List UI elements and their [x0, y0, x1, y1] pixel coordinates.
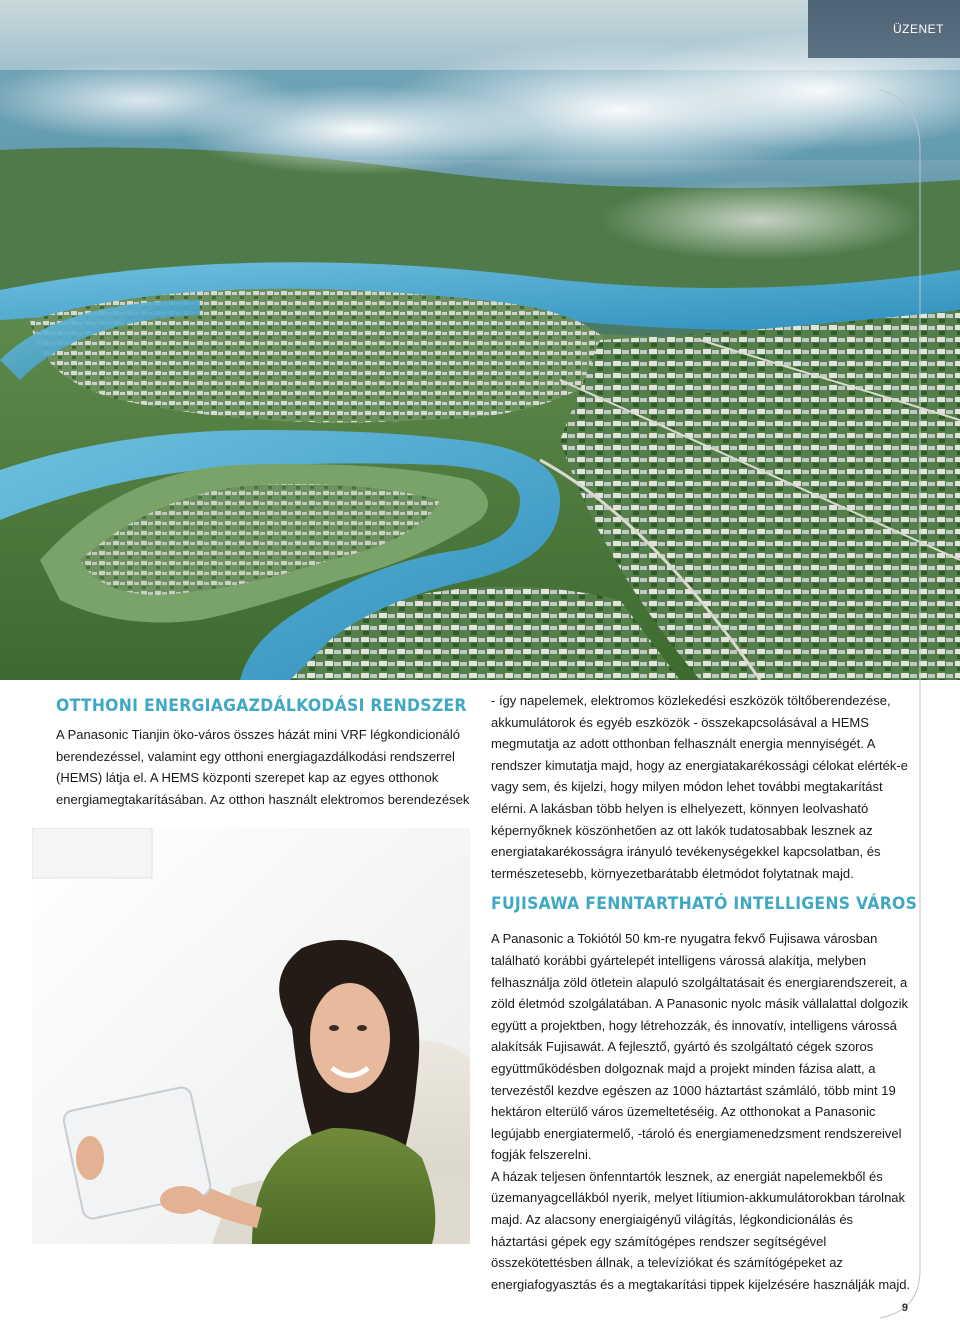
section2-paragraph1: A Panasonic a Tokiótól 50 km-re nyugatra fekvő Fujisawa városban található korábbi gyártelepét intelligens várossá alakítja, melyben felhasználja zöld ötletein alapuló szolgáltatásait és energiarendszereit, a zöld életmód szolgálatában. A Panasonic nyolc másik vállalattal dolgozik együtt a projektben, hogy létrehozzák, és innovatív, intelligens várossá alakítsák Fujisawát. A fejlesztő, gyártó és szolgáltató cégek szoros együttműködésben dolgoznak majd a projekt minden fázisa alatt, a tervezéstől kezdve egészen az 1000 háztartást számláló, több mint 19 hektáron elterülő város üzemeltetéséig. Az otthonokat a Panasonic legújabb energiatermelő, -tároló és energiamenedzsment rendszereivel fogják felszerelni. — [491, 931, 908, 1163]
section2-paragraph2: A házak teljesen önfenntartók lesznek, az energiát napelemekből és üzemanyagcellákból nyerik, melyet lítiumion-akkumulátorokban tárolnak majd. Az alacsony energiaigényű világítás, légkondicionálás és háztartási gépek egy számítógépes rendszer segítségével összekötettésben állnak, a televíziókat és számítógépeket az energiafogyasztás és a megtakarítási tippek kijelzésére használják majd. — [491, 1168, 911, 1292]
right-column — [491, 690, 918, 1295]
section1-continuation: - így napelemek, elektromos közlekedési eszközök töltőberendezése, akkumulátorok és egyéb eszközök - összekapcsolásával a HEMS megmutatja az adott otthonban felhasznált energia mennyiségét. A rendszer kimutatja majd, hogy az energiatakarékossági célokat elérték-e vagy sem, és kijelzi, hogy milyen módon lehet további megtakarítást elérni. A lakásban több helyen is elhelyezett, könnyen leolvasható képernyőknek köszönhetően az ott lakók tudatosabbak lesznek az energiatakarékosságra irányuló tevékenységekkel kapcsolatban, és természetesebb, környezetbarátabb életmódot folytatnak majd. — [491, 693, 908, 881]
section-tab — [808, 0, 960, 58]
section-tab-label: ÜZENET — [893, 22, 944, 36]
section2-heading: FUJISAWA FENNTARTHATÓ INTELLIGENS VÁROS — [491, 894, 918, 915]
section1-intro: A Panasonic Tianjin öko-város összes házát mini VRF légkondicionáló berendezéssel, valamint egy otthoni energiagazdálkodási rendszerrel (HEMS) látja el. A HEMS központi szerepet kap az egyes otthonok energiamegtakarításában. Az otthon használt elektromos berendezések — [56, 727, 470, 807]
page-number: 9 — [901, 1302, 908, 1314]
woman-with-tablet-illustration — [32, 828, 470, 1244]
section1-heading: OTTHONI ENERGIAGAZDÁLKODÁSI RENDSZER — [56, 696, 467, 716]
woman-tablet-photo — [32, 828, 470, 1244]
left-column — [56, 690, 476, 810]
